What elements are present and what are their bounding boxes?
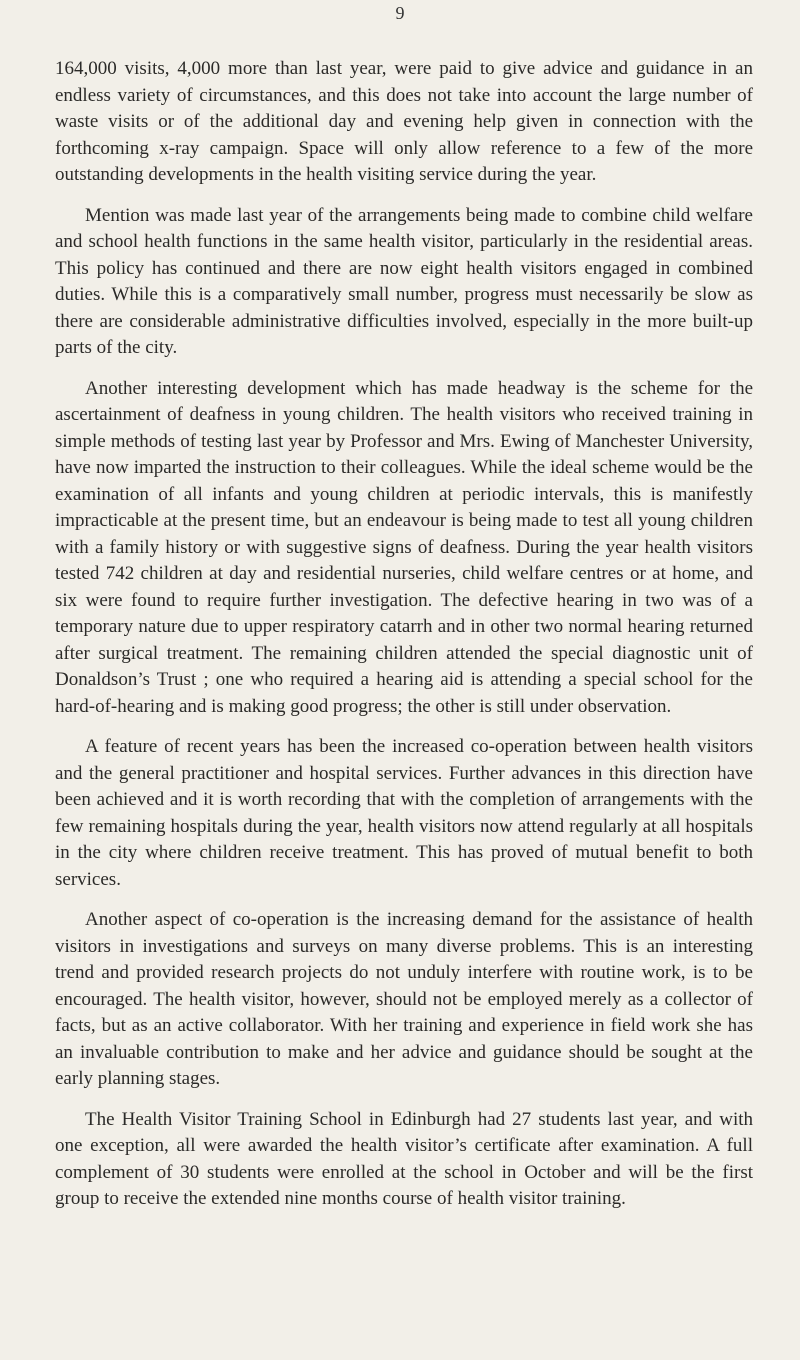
paragraph-combined-duties: Mention was made last year of the arrangements being made to combine child welfare and school health functions in the same health visitor, particularly in the residential areas. This policy has continued and there are now eight health visitors engaged in combined duties. While this is a comparatively small number, progress must necessarily be slow as there are considerable administrative difficulties involved, especially in the more built-up parts of the city. <box>55 204 753 358</box>
paragraph-hospital-cooperation: A feature of recent years has been the increased co-operation between health visitors and the general practitioner and hospital services. Further advances in this direction have been achieved and it is worth recording that with the completion of arrangements with the few remaining hospitals during the year, health visitors now attend regularly at all hospitals in the city where children receive treatment. This has proved of mutual benefit to both services. <box>55 736 753 890</box>
page-number: 9 <box>395 3 405 23</box>
document-body <box>55 56 753 1227</box>
paragraph-deafness-scheme: Another interesting development which has made headway is the scheme for the ascertainment of deafness in young children. The health visitors who received training in simple methods of testing last year by Professor and Mrs. Ewing of Manchester University, have now imparted the instruction to their colleagues. While the ideal scheme would be the examination of all infants and young children at periodic intervals, this is manifestly impracticable at the present time, but an endeavour is being made to test all young children with a family history or with suggestive signs of deafness. During the year health visitors tested 742 children at day and residential nurseries, child welfare centres or at home, and six were found to require further investigation. The defective hearing in two was of a temporary nature due to upper respiratory catarrh and in other two normal hearing returned after surgical treatment. The remaining children attended the special diagnostic unit of Donaldson’s Trust ; one who required a hearing aid is attending a special school for the hard-of-hearing and is making good progress; the other is still under observation. <box>55 377 753 717</box>
paragraph-research-cooperation: Another aspect of co-operation is the increasing demand for the assistance of health visitors in investigations and surveys on many diverse problems. This is an interesting trend and provided research projects do not unduly interfere with routine work, is to be encouraged. The health visitor, however, should not be employed merely as a collector of facts, but as an active collaborator. With her training and experience in field work she has an invaluable contribution to make and her advice and guidance should be sought at the early planning stages. <box>55 909 753 1089</box>
paragraph-training-school: The Health Visitor Training School in Edinburgh had 27 students last year, and with one exception, all were awarded the health visitor’s certificate after examination. A full complement of 30 students were enrolled at the school in October and will be the first group to receive the extended nine months course of health visitor training. <box>55 1108 753 1209</box>
paragraph-continuation: 164,000 visits, 4,000 more than last year, were paid to give advice and guidance in an endless variety of circumstances, and this does not take into account the large number of waste visits or of the additional day and evening help given in connection with the forthcoming x-ray campaign. Space will only allow reference to a few of the more outstanding developments in the health visiting service during the year. <box>55 58 753 185</box>
